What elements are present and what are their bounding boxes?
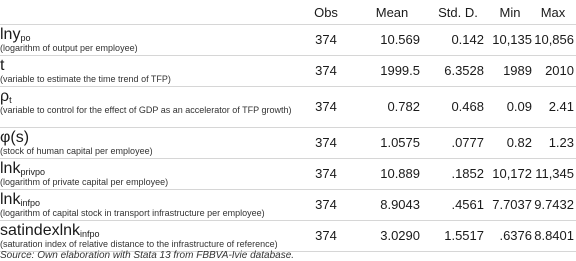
variable-cell bbox=[0, 222, 300, 250]
variable-name: satindexlnk$_{infpo}$ bbox=[0, 222, 100, 239]
variable-cell bbox=[0, 160, 300, 188]
header-mean: Mean bbox=[375, 5, 409, 20]
variable-description: (stock of human capital per employee) bbox=[0, 146, 153, 156]
variable-cell bbox=[0, 129, 300, 157]
variable-description: (logarithm of capital stock in transport infrastructure per employee) bbox=[0, 208, 265, 218]
max-value: 9.7432 bbox=[534, 197, 574, 212]
obs-value: 374 bbox=[315, 197, 337, 212]
max-value: 1.23 bbox=[548, 135, 574, 150]
max-value: 10,856 bbox=[534, 32, 574, 47]
table-row bbox=[0, 87, 576, 128]
header-obs: Obs bbox=[314, 5, 338, 20]
min-value: 1989 bbox=[503, 63, 532, 78]
variable-cell bbox=[0, 191, 300, 219]
table-row bbox=[0, 190, 576, 221]
min-value: 7.7037 bbox=[492, 197, 532, 212]
variable-cell bbox=[0, 26, 300, 54]
variable-description: (variable to control for the effect of GDP as an accelerator of TFP growth) bbox=[0, 105, 292, 115]
variable-name: t bbox=[0, 57, 5, 74]
std-dev-value: .0777 bbox=[451, 135, 484, 150]
min-value: 10,172 bbox=[492, 166, 532, 181]
variable-cell bbox=[0, 57, 300, 85]
min-value: 0.09 bbox=[506, 99, 532, 114]
min-value: 0.82 bbox=[506, 135, 532, 150]
std-dev-value: 6.3528 bbox=[444, 63, 484, 78]
mean-value: 10.569 bbox=[380, 32, 420, 47]
header-min: Min bbox=[499, 5, 521, 20]
max-value: 2.41 bbox=[548, 99, 574, 114]
max-value: 8.8401 bbox=[534, 228, 574, 243]
obs-value: 374 bbox=[315, 135, 337, 150]
variable-name: φ(s) bbox=[0, 129, 30, 146]
mean-value: 1999.5 bbox=[380, 63, 420, 78]
std-dev-value: .4561 bbox=[451, 197, 484, 212]
header-std-dev: Std. D. bbox=[438, 5, 478, 20]
obs-value: 374 bbox=[315, 228, 337, 243]
obs-value: 374 bbox=[315, 63, 337, 78]
variable-name: $\rho_t$ bbox=[0, 88, 12, 105]
std-dev-value: 1.5517 bbox=[444, 228, 484, 243]
mean-value: 8.9043 bbox=[380, 197, 420, 212]
min-value: 10,135 bbox=[492, 32, 532, 47]
variable-description: (variable to estimate the time trend of TFP) bbox=[0, 74, 171, 84]
variable-description: (logarithm of output per employee) bbox=[0, 43, 138, 53]
min-value: .6376 bbox=[499, 228, 532, 243]
obs-value: 374 bbox=[315, 32, 337, 47]
source-note: Source: Own elaboration with Stata 13 from FBBVA-Ivie database. bbox=[0, 250, 295, 261]
table-row bbox=[0, 159, 576, 190]
mean-value: 10.889 bbox=[380, 166, 420, 181]
std-dev-value: 0.468 bbox=[451, 99, 484, 114]
mean-value: 0.782 bbox=[387, 99, 420, 114]
obs-value: 374 bbox=[315, 99, 337, 114]
variable-name: lny$_{po}$ bbox=[0, 26, 31, 43]
table-row bbox=[0, 25, 576, 56]
table-header bbox=[0, 0, 576, 25]
variable-cell bbox=[0, 88, 300, 116]
mean-value: 3.0290 bbox=[380, 228, 420, 243]
variable-description: (logarithm of private capital per employee) bbox=[0, 177, 169, 187]
variable-name: lnk$_{infpo}$ bbox=[0, 191, 40, 208]
table-row bbox=[0, 221, 576, 252]
header-max: Max bbox=[540, 5, 566, 20]
variable-name: lnk$_{privpo}$ bbox=[0, 160, 45, 177]
table-row bbox=[0, 56, 576, 87]
std-dev-value: .1852 bbox=[451, 166, 484, 181]
std-dev-value: 0.142 bbox=[451, 32, 484, 47]
obs-value: 374 bbox=[315, 166, 337, 181]
table-row bbox=[0, 128, 576, 159]
max-value: 11,345 bbox=[535, 166, 574, 181]
variable-description: (saturation index of relative distance to the infrastructure of reference) bbox=[0, 239, 278, 249]
mean-value: 1.0575 bbox=[380, 135, 420, 150]
max-value: 2010 bbox=[545, 63, 574, 78]
